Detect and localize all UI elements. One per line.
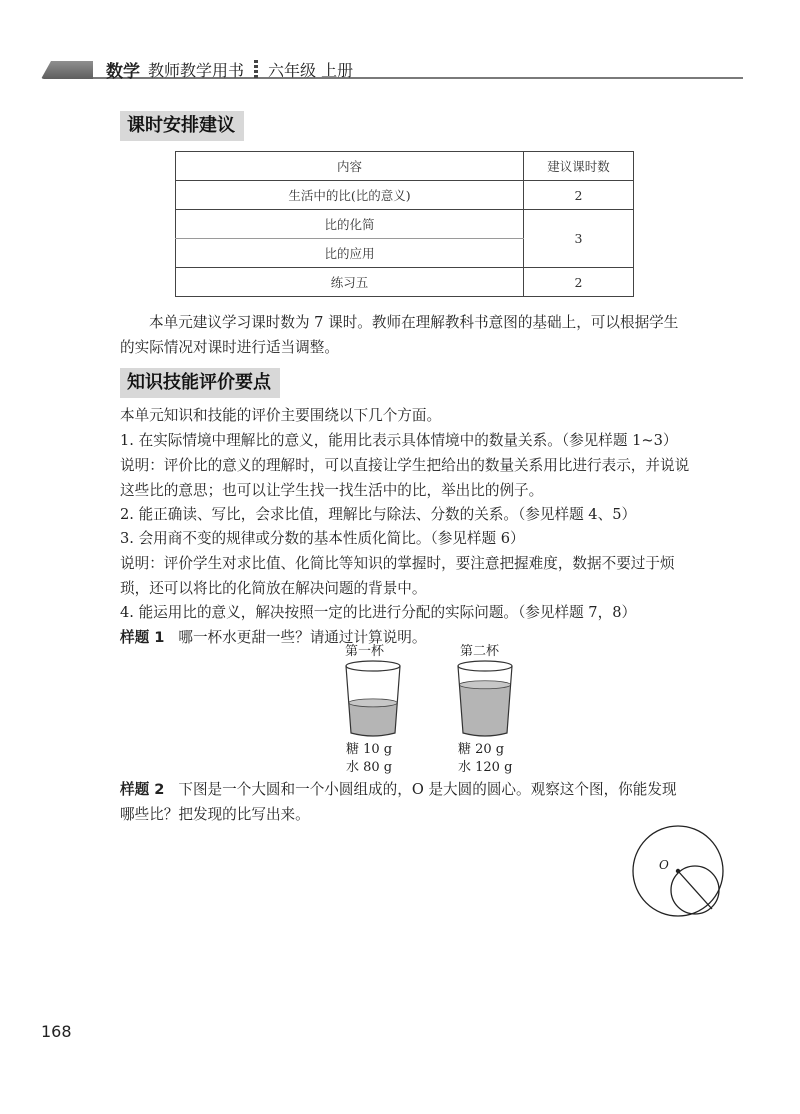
cup-1-water	[349, 703, 398, 736]
cup-2-water-mass: 水 120 g	[458, 760, 513, 775]
sample-2-question	[120, 778, 690, 827]
table-row	[176, 210, 634, 239]
table-row	[176, 268, 634, 297]
table-cell-content: 练习五	[176, 268, 524, 297]
evaluation-item-3: 3. 会用商不变的规律或分数的基本性质化简比。（参见样题 6）	[120, 530, 525, 547]
cup-2-water	[459, 685, 510, 736]
table-header-row	[176, 152, 634, 181]
table-cell-content: 比的应用	[176, 239, 524, 268]
evaluation-intro: 本单元知识和技能的评价主要围绕以下几个方面。	[120, 407, 442, 424]
center-label: O	[659, 858, 669, 872]
evaluation-item-4: 4. 能运用比的意义，解决按照一定的比进行分配的实际问题。（参见样题 7，8）	[120, 604, 637, 621]
table-header-hours: 建议课时数	[524, 152, 634, 181]
schedule-note: 本单元建议学习课时数为 7 课时。教师在理解教科书意图的基础上，可以根据学生的实际情况对课时进行适当调整。	[120, 314, 679, 356]
cup-2-rim	[458, 661, 512, 671]
header-separator	[254, 60, 258, 78]
cup-1	[346, 661, 400, 736]
schedule-table	[175, 151, 634, 297]
sample-1-text: 哪一杯水更甜一些？请通过计算说明。	[178, 629, 427, 646]
running-header	[106, 58, 353, 80]
cup-2	[458, 661, 512, 736]
table-cell-content: 比的化简	[176, 210, 524, 239]
cup-2-caption: 第二杯	[460, 644, 500, 659]
table-cell-hours: 2	[524, 181, 634, 210]
cup-1-sugar: 糖 10 g	[346, 742, 393, 757]
evaluation-item-2: 2. 能正确读、写比，会求比值，理解比与除法、分数的关系。（参见样题 4、5）	[120, 506, 637, 523]
cup-2-water-surface	[459, 681, 510, 689]
evaluation-note-1: 说明：评价比的意义的理解时，可以直接让学生把给出的数量关系用比进行表示，并说说这些比的意思；也可以让学生找一找生活中的比，举出比的例子。	[120, 457, 690, 499]
header-subject: 数学	[106, 61, 140, 82]
cups-figure	[335, 655, 525, 740]
center-point	[676, 869, 680, 873]
sample-1-label: 样题 1	[120, 629, 165, 646]
evaluation-item-1: 1. 在实际情境中理解比的意义，能用比表示具体情境中的数量关系。（参见样题 1~3）	[120, 432, 678, 449]
cup-2-sugar: 糖 20 g	[458, 742, 505, 757]
evaluation-note-2: 说明：评价学生对求比值、化简比等知识的掌握时，要注意把握难度，数据不要过于烦琐，还可以将比的化简放在解决问题的背景中。	[120, 555, 675, 597]
page-number: 168	[41, 1022, 72, 1041]
cup-1-caption: 第一杯	[345, 644, 385, 659]
table-cell-hours: 2	[524, 268, 634, 297]
circles-figure	[628, 822, 728, 922]
section-heading-evaluation: 知识技能评价要点	[120, 368, 280, 398]
table-cell-content: 生活中的比(比的意义)	[176, 181, 524, 210]
table-header-content: 内容	[176, 152, 524, 181]
cup-2-labels	[458, 741, 512, 777]
diameter-line	[678, 871, 712, 909]
table-row	[176, 181, 634, 210]
sample-2-label: 样题 2	[120, 781, 165, 798]
section-heading-schedule: 课时安排建议	[120, 111, 244, 141]
sample-2-text: 下图是一个大圆和一个小圆组成的，O 是大圆的圆心。观察这个图，你能发现哪些比？把发现的比写出来。	[120, 781, 677, 823]
header-book: 教师教学用书	[148, 60, 245, 80]
table-cell-hours: 3	[524, 210, 634, 268]
cup-1-water-mass: 水 80 g	[346, 760, 393, 775]
header-tab	[41, 61, 93, 79]
header-grade: 六年级 上册	[268, 60, 354, 80]
cup-1-labels	[346, 741, 392, 777]
cup-1-water-surface	[349, 699, 398, 707]
cup-1-rim	[346, 661, 400, 671]
